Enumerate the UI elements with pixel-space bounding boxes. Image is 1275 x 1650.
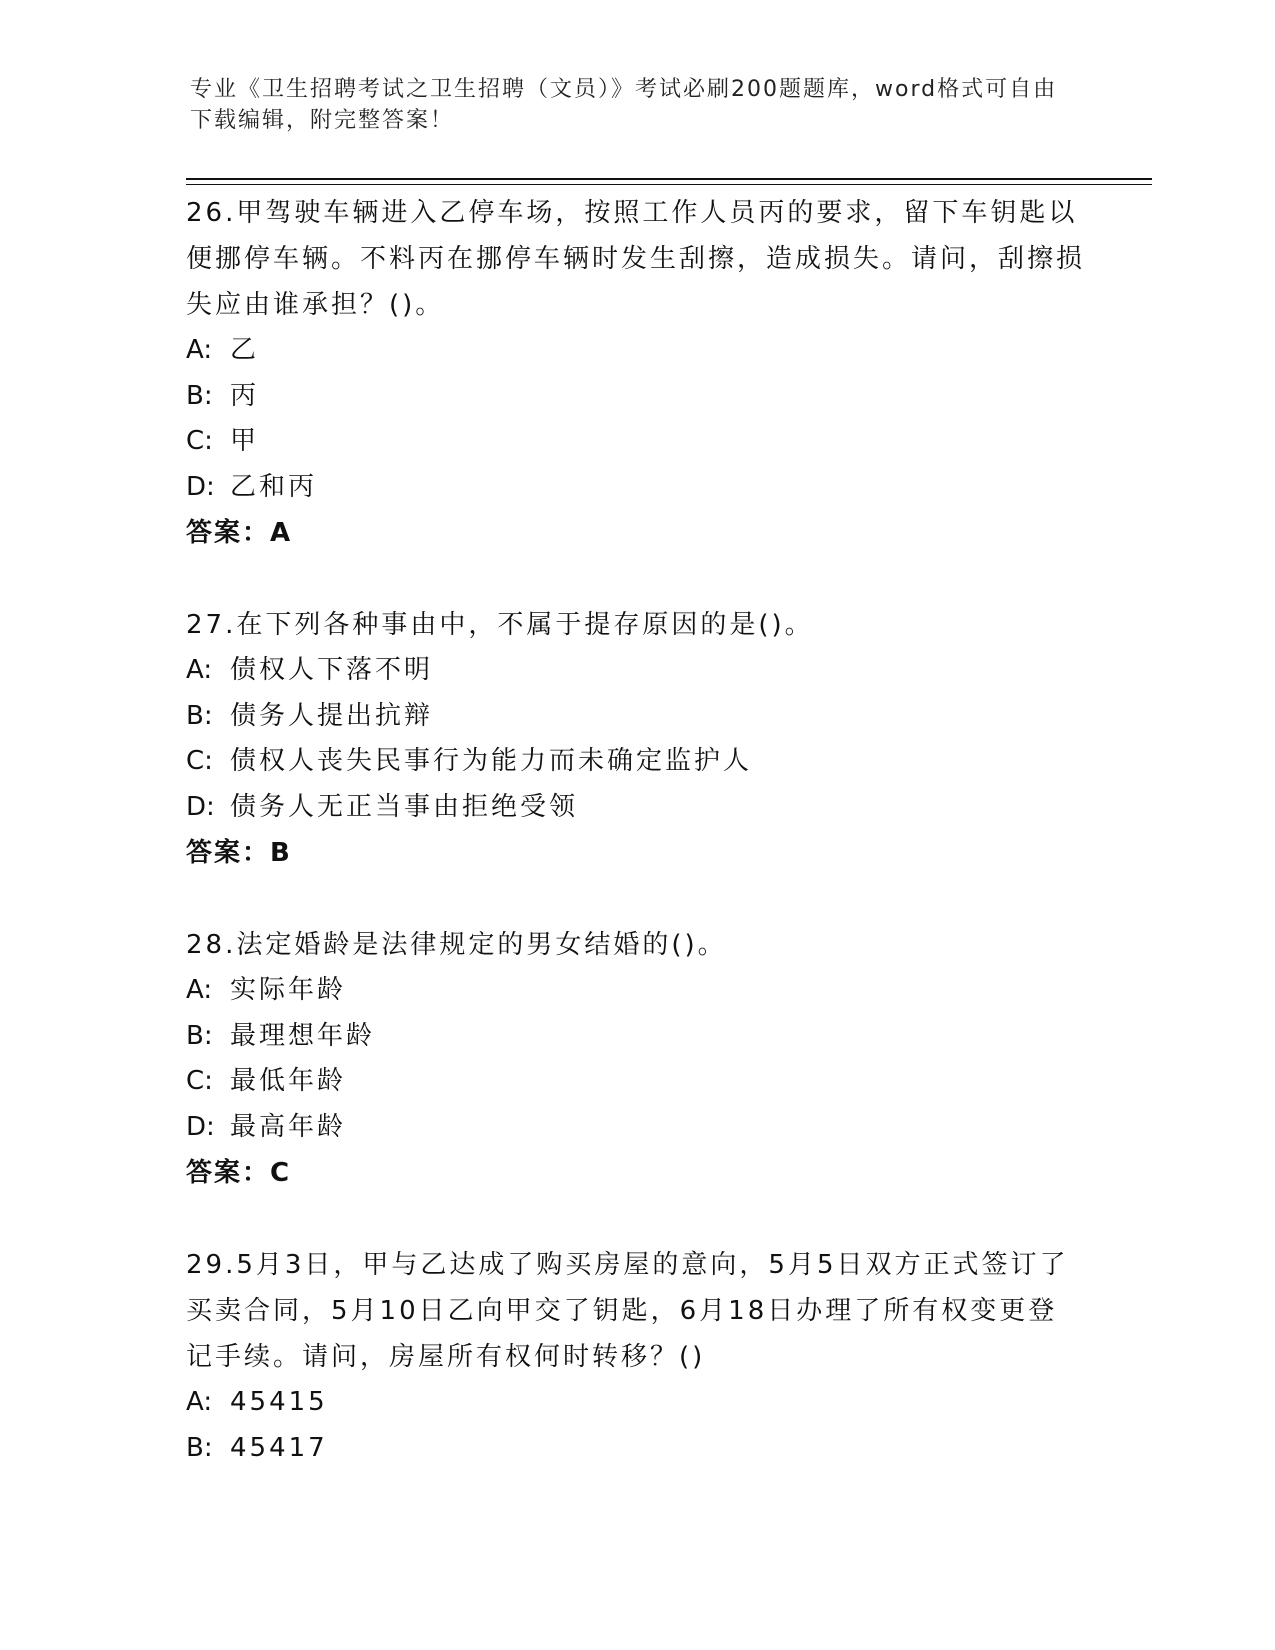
question-28 — [186, 922, 1086, 1196]
option-text: 债权人下落不明 — [230, 655, 434, 685]
option-b — [186, 1014, 1086, 1060]
option-key: B: — [186, 1432, 213, 1463]
option-d — [186, 1105, 1086, 1151]
document-header: 专业《卫生招聘考试之卫生招聘（文员）》考试必刷200题题库，word格式可自由下载编辑，附完整答案！ — [190, 77, 1058, 133]
option-key: A: — [186, 975, 213, 1005]
option-a — [186, 648, 1086, 694]
option-key: C: — [186, 426, 213, 456]
question-list — [186, 190, 1086, 1471]
option-a — [186, 968, 1086, 1014]
option-key: A: — [186, 335, 213, 365]
option-text: 最低年龄 — [230, 1066, 347, 1096]
option-key: B: — [186, 380, 213, 411]
question-stem: 29.5月3日，甲与乙达成了购买房屋的意向，5月5日双方正式签订了买卖合同，5月10日乙向甲交了钥匙，6月18日办理了所有权变更登记手续。请问，房屋所有权何时转移？() — [186, 1250, 1069, 1372]
option-key: B: — [186, 700, 213, 731]
option-c — [186, 419, 1086, 465]
option-key: D: — [186, 1111, 215, 1142]
option-text: 实际年龄 — [230, 975, 347, 1005]
question-26 — [186, 190, 1086, 556]
option-text: 甲 — [230, 426, 260, 456]
option-text: 债务人提出抗辩 — [230, 700, 434, 731]
option-key: C: — [186, 746, 213, 776]
question-stem: 27.在下列各种事由中，不属于提存原因的是()。 — [186, 610, 814, 640]
option-a — [186, 328, 1086, 374]
answer-label: 答案：B — [186, 838, 292, 868]
answer-label: 答案：C — [186, 1158, 292, 1188]
option-c — [186, 1059, 1086, 1105]
option-b — [186, 374, 1086, 420]
option-text: 债权人丧失民事行为能力而未确定监护人 — [230, 746, 753, 776]
option-key: D: — [186, 471, 215, 502]
option-text: 最高年龄 — [230, 1111, 347, 1142]
header-divider-thin — [186, 184, 1152, 185]
question-stem: 26.甲驾驶车辆进入乙停车场，按照工作人员丙的要求，留下车钥匙以便挪停车辆。不料丙在挪停车辆时发生刮擦，造成损失。请问，刮擦损失应由谁承担？()。 — [186, 198, 1086, 320]
option-key: A: — [186, 1387, 213, 1417]
option-b — [186, 694, 1086, 740]
option-text: 最理想年龄 — [230, 1020, 376, 1051]
answer-label: 答案：A — [186, 518, 293, 548]
option-key: D: — [186, 791, 215, 822]
option-key: B: — [186, 1020, 213, 1051]
option-text: 乙 — [230, 335, 260, 365]
question-27 — [186, 602, 1086, 876]
option-d — [186, 785, 1086, 831]
option-text: 丙 — [230, 380, 260, 411]
question-stem: 28.法定婚龄是法律规定的男女结婚的()。 — [186, 930, 727, 960]
option-key: C: — [186, 1066, 213, 1096]
option-text: 债务人无正当事由拒绝受领 — [230, 791, 579, 822]
option-d — [186, 465, 1086, 511]
option-text: 45415 — [230, 1387, 328, 1417]
option-text: 45417 — [230, 1432, 328, 1463]
option-a — [186, 1380, 1086, 1426]
option-text: 乙和丙 — [230, 471, 318, 502]
option-b — [186, 1426, 1086, 1472]
question-29 — [186, 1242, 1086, 1471]
option-key: A: — [186, 655, 213, 685]
option-c — [186, 739, 1086, 785]
header-divider-thick — [186, 178, 1152, 180]
